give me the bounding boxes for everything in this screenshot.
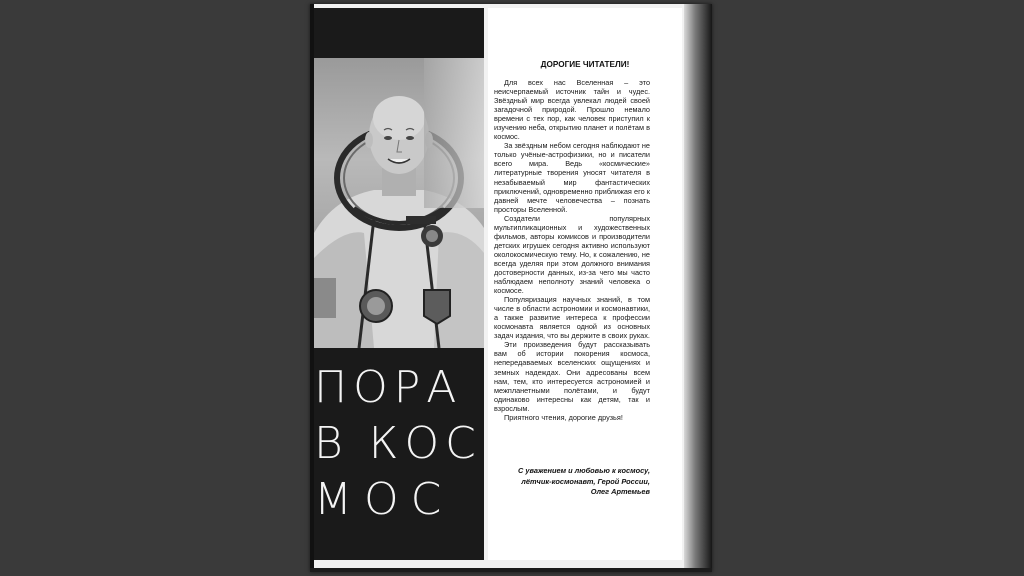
- cover-title-line-2: В КОС: [314, 418, 482, 469]
- letter-heading: ДОРОГИЕ ЧИТАТЕЛИ!: [540, 60, 630, 69]
- scan-edge-right: [684, 4, 712, 572]
- cover-title: [314, 360, 484, 528]
- letter-panel: [488, 8, 682, 560]
- cover-title-line-3: МОС: [314, 474, 454, 525]
- cover-title-line-1: ПОРА: [314, 362, 463, 413]
- signature-line-3: Олег Артемьев: [590, 487, 650, 496]
- paragraph: Для всех нас Вселенная – это неисчерпаемый источник тайн и чудес. Звёздный мир всегда увлекал людей своей загадочной природой. Прошло немало времени с тех пор, как человек приступил к изучению неба, открытию планет и полётам в космос.: [494, 78, 650, 142]
- cosmonaut-photo: [314, 58, 484, 348]
- signature-line-1: С уважением и любовью к космосу,: [517, 466, 650, 475]
- paragraph: Приятного чтения, дорогие друзья!: [504, 412, 623, 422]
- paragraph: Эти произведения будут рассказывать вам об истории покорения космоса, непередаваемых вселенских ощущениях и земных надеждах. Они адресованы всем нам, тем, кто интересуется астрономией и межпланетными полётами, и будут одинаково интересны как детям, так и взрослым.: [494, 340, 650, 413]
- photo-flag-background: [424, 58, 484, 208]
- letter-body: [494, 78, 650, 422]
- letter-signature: [494, 466, 650, 498]
- paragraph: Создатели популярных мультипликационных и художественных фильмов, авторы комиксов и производители детских игрушек сегодня активно используют околокосмическую тему. Но, к сожалению, не всегда уделяя при этом должного внимания достоверности данных, из-за чего мы часто наблюдаем неполноту знаний человека о космосе.: [494, 213, 650, 296]
- signature-line-2: лётчик-космонавт, Герой России,: [521, 476, 650, 486]
- scanned-page: [310, 4, 712, 572]
- cover-left-panel: [314, 8, 484, 560]
- paragraph: Популяризация научных знаний, в том числе в области астрономии и космонавтики, а также развитие интереса к профессии космонавта является одной из основных задач издания, что вы держите в своих руках.: [494, 295, 650, 341]
- paragraph: За звёздным небом сегодня наблюдают не только учёные-астрофизики, но и писатели всего мира. Ведь «космические» литературные творения уносят читателя в незабываемый мир фантастических приключений, одновременно приближая его к давней мечте человечества – познать просторы Вселенной.: [494, 141, 650, 214]
- scan-edge-bottom: [310, 568, 712, 572]
